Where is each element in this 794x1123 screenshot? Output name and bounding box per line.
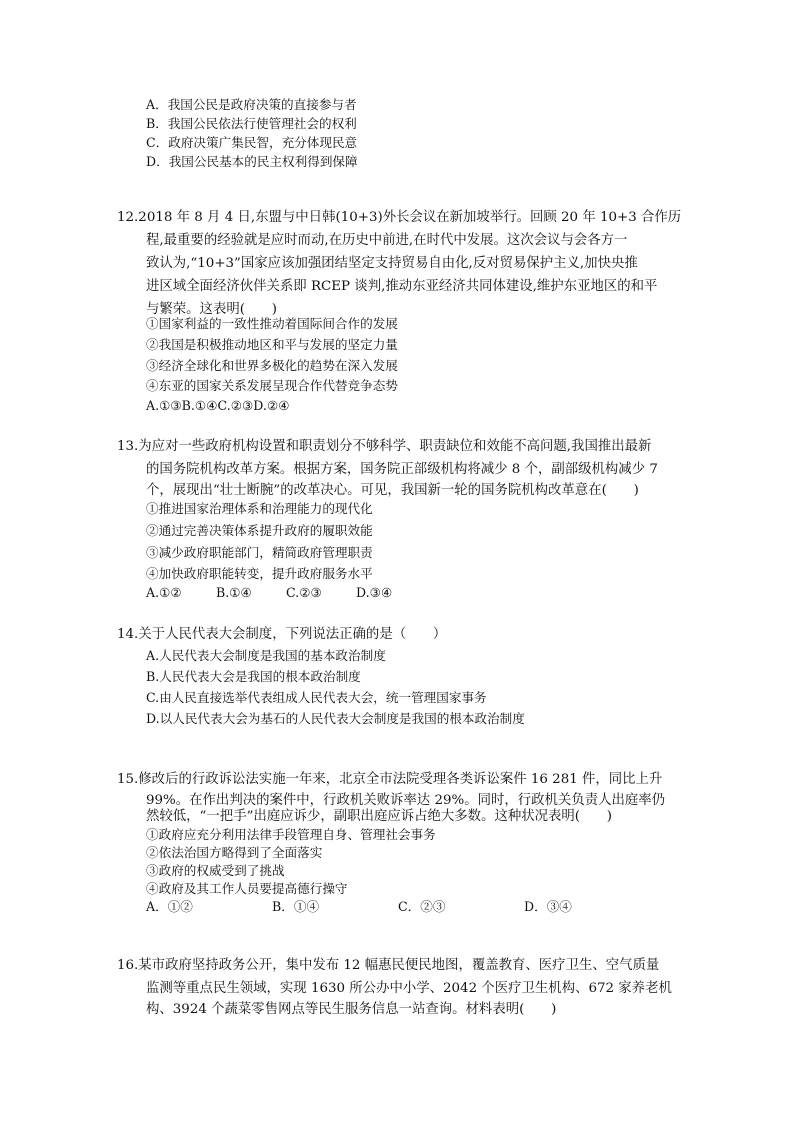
option-d: D．我国公民基本的民主权利得到保障 — [146, 154, 358, 169]
option-a: A．我国公民是政府决策的直接参与者 — [146, 97, 357, 112]
question-stem-line: 13.为应对一些政府机构设置和职责划分不够科学、职责缺位和效能不高问题,我国推出最新 — [117, 439, 652, 454]
statement-3: ③经济全球化和世界多极化的趋势在深入发展 — [146, 358, 398, 373]
question-stem-line: 构、3924 个蔬菜零售网点等民生服务信息一站查询。材料表明( ) — [146, 1002, 557, 1017]
option-c: C.由人民直接选举代表组成人民代表大会，统一管理国家事务 — [146, 690, 487, 705]
statement-2: ②通过完善决策体系提升政府的履职效能 — [146, 523, 373, 538]
question-stem-line: 程,最重要的经验就是应时而动,在历史中前进,在时代中发展。这次会议与会各方一 — [146, 233, 628, 248]
option-c: C．政府决策广集民智，充分体现民意 — [146, 135, 358, 150]
answer-a: A.①② — [146, 585, 182, 600]
statement-1: ①推进国家治理体系和治理能力的现代化 — [146, 501, 373, 516]
answer-choices: A.①③B.①④C.②③D.②④ — [146, 398, 290, 413]
question-stem-line: 监测等重点民生领域，实现 1630 所公办中小学、2042 个医疗卫生机构、672 家养老机 — [146, 981, 672, 996]
answer-d: D．③④ — [524, 899, 572, 914]
statement-2: ②我国是积极推动地区和平与发展的坚定力量 — [146, 337, 398, 352]
option-b: B．我国公民依法行使管理社会的权利 — [146, 116, 357, 131]
option-a: A.人民代表大会制度是我国的基本政治制度 — [146, 648, 386, 663]
question-stem-line: 14.关于人民代表大会制度，下列说法正确的是（ ） — [117, 627, 447, 642]
statement-4: ④加快政府职能转变，提升政府服务水平 — [146, 566, 373, 581]
question-stem-line: 与繁荣。这表明( ) — [146, 302, 277, 317]
statement-1: ①国家利益的一致性推动着国际间合作的发展 — [146, 316, 398, 331]
statement-4: ④东亚的国家关系发展呈现合作代替竞争态势 — [146, 378, 398, 393]
question-stem-line: 12.2018 年 8 月 4 日,东盟与中日韩(10+3)外长会议在新加坡举行。回顾 20 年 10+3 合作历 — [117, 210, 682, 225]
option-d: D.以人民代表大会为基石的人民代表大会制度是我国的根本政治制度 — [146, 711, 525, 726]
statement-3: ③政府的权威受到了挑战 — [146, 863, 285, 878]
answer-c: C．②③ — [398, 899, 446, 914]
answer-b: B.①④ — [216, 585, 252, 600]
answer-a: A．①② — [146, 899, 193, 914]
question-stem-line: 进区域全面经济伙伴关系即 RCEP 谈判,推动东亚经济共同体建设,维护东亚地区的和平 — [146, 279, 658, 294]
question-stem-line: 的国务院机构改革方案。根据方案，国务院正部级机构将减少 8 个，副部级机构减少 7 — [146, 462, 658, 477]
statement-3: ③减少政府职能部门，精简政府管理职责 — [146, 545, 373, 560]
statement-4: ④政府及其工作人员要提高德行操守 — [146, 881, 348, 896]
option-b: B.人民代表大会是我国的根本政治制度 — [146, 669, 361, 684]
statement-2: ②依法治国方略得到了全面落实 — [146, 845, 323, 860]
statement-1: ①政府应充分利用法律手段管理自身、管理社会事务 — [146, 827, 436, 842]
question-stem-line: 致认为,“10+3”国家应该加强团结坚定支持贸易自由化,反对贸易保护主义,加快央推 — [146, 256, 638, 271]
question-stem-line: 然较低，“一把手”出庭应诉少，副职出庭应诉占绝大多数。这种状况表明( ) — [146, 809, 613, 824]
answer-b: B．①④ — [272, 899, 320, 914]
answer-c: C.②③ — [286, 585, 322, 600]
question-stem-line: 16.某市政府坚持政务公开，集中发布 12 幅惠民便民地图，覆盖教育、医疗卫生、空气质量 — [117, 958, 660, 973]
question-stem-line: 15.修改后的行政诉讼法实施一年来，北京全市法院受理各类诉讼案件 16 281 件，同比上升 — [117, 772, 663, 787]
answer-d: D.③④ — [356, 585, 393, 600]
question-stem-line: 个，展现出“壮士断腕”的改革决心。可见，我国新一轮的国务院机构改革意在( ) — [146, 483, 639, 498]
question-stem-line: 99%。在作出判决的案件中，行政机关败诉率达 29%。同时，行政机关负责人出庭率仍 — [146, 793, 666, 808]
